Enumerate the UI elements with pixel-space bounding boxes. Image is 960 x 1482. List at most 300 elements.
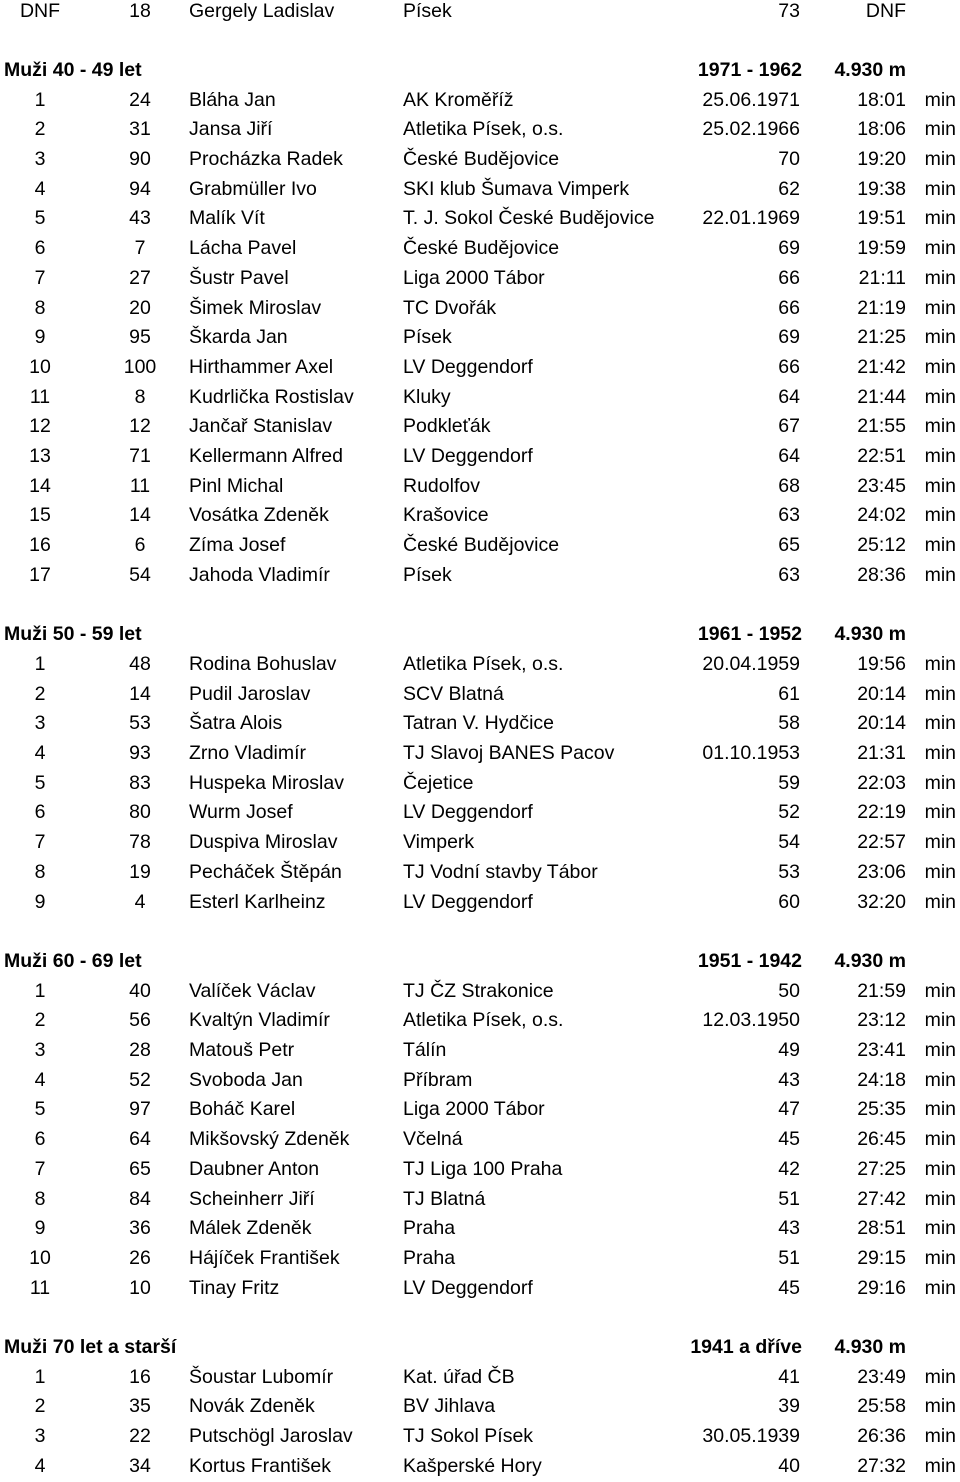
birth-year: 51 bbox=[778, 1246, 800, 1269]
birth-year: 62 bbox=[778, 177, 800, 200]
start-number: 65 bbox=[129, 1157, 151, 1180]
birth-year: 64 bbox=[778, 445, 800, 467]
birth-year: 47 bbox=[778, 1098, 800, 1121]
category-distance: 4.930 m bbox=[834, 1336, 906, 1358]
result-row bbox=[0, 294, 960, 324]
finish-time: 18:01 bbox=[857, 88, 906, 111]
athlete-name: Valíček Václav bbox=[189, 979, 316, 1002]
category-years: 1941 a dříve bbox=[690, 1336, 802, 1358]
club: TJ Vodní stavby Tábor bbox=[403, 860, 598, 883]
result-row bbox=[0, 472, 960, 502]
club: Včelná bbox=[403, 1128, 463, 1151]
club: Čejetice bbox=[403, 771, 474, 794]
result-row bbox=[0, 501, 960, 531]
result-row bbox=[0, 442, 960, 472]
start-number: 90 bbox=[129, 148, 151, 170]
birth-year: 20.04.1959 bbox=[702, 652, 800, 675]
result-row bbox=[0, 115, 960, 145]
category-years: 1951 - 1942 bbox=[697, 949, 802, 972]
position: 8 bbox=[34, 1187, 46, 1210]
athlete-name: Svoboda Jan bbox=[189, 1068, 303, 1091]
result-row bbox=[0, 1006, 960, 1036]
finish-time: 29:15 bbox=[857, 1246, 906, 1269]
start-number: 93 bbox=[129, 742, 151, 764]
result-row bbox=[0, 1452, 960, 1482]
category-header bbox=[0, 620, 960, 650]
position: 6 bbox=[34, 237, 46, 260]
finish-time: 21:11 bbox=[858, 266, 906, 289]
birth-year: 70 bbox=[778, 148, 800, 170]
time-unit: min bbox=[924, 445, 956, 467]
position: 8 bbox=[34, 296, 46, 319]
club: Rudolfov bbox=[403, 474, 480, 497]
position: 12 bbox=[29, 415, 51, 438]
category-distance: 4.930 m bbox=[834, 58, 906, 81]
position: 10 bbox=[29, 1246, 51, 1269]
start-number: 28 bbox=[129, 1039, 151, 1061]
category-header bbox=[0, 1333, 960, 1363]
birth-year: 42 bbox=[778, 1157, 800, 1180]
birth-year: 73 bbox=[778, 0, 800, 22]
athlete-name: Šatra Alois bbox=[189, 712, 283, 735]
time-unit: min bbox=[924, 712, 956, 735]
result-row bbox=[0, 145, 960, 175]
time-unit: min bbox=[924, 860, 956, 883]
time-unit: min bbox=[924, 1395, 956, 1418]
category-title: Muži 60 - 69 let bbox=[4, 949, 142, 972]
time-unit: min bbox=[924, 296, 956, 319]
birth-year: 68 bbox=[778, 474, 800, 497]
athlete-name: Duspiva Miroslav bbox=[189, 831, 338, 854]
position: 1 bbox=[34, 979, 46, 1002]
finish-time: 28:51 bbox=[857, 1217, 906, 1240]
athlete-name: Huspeka Miroslav bbox=[189, 771, 344, 794]
athlete-name: Zíma Josef bbox=[189, 534, 286, 557]
finish-time: 22:57 bbox=[857, 831, 906, 854]
start-number: 40 bbox=[129, 979, 151, 1002]
finish-time: DNF bbox=[865, 0, 906, 22]
position: 6 bbox=[34, 1128, 46, 1151]
athlete-name: Mikšovský Zdeněk bbox=[189, 1128, 350, 1151]
position: 2 bbox=[34, 682, 46, 705]
birth-year: 58 bbox=[778, 712, 800, 735]
time-unit: min bbox=[924, 1157, 956, 1180]
time-unit: min bbox=[924, 326, 956, 349]
finish-time: 19:20 bbox=[857, 148, 906, 170]
time-unit: min bbox=[924, 742, 956, 764]
position: 15 bbox=[29, 504, 51, 527]
finish-time: 21:42 bbox=[857, 355, 906, 378]
position: 11 bbox=[29, 385, 51, 408]
birth-year: 66 bbox=[778, 266, 800, 289]
time-unit: min bbox=[924, 237, 956, 260]
result-row bbox=[0, 1155, 960, 1185]
time-unit: min bbox=[924, 1068, 956, 1091]
position: 4 bbox=[34, 177, 46, 200]
start-number: 71 bbox=[129, 445, 151, 467]
club: LV Deggendorf bbox=[403, 890, 533, 913]
time-unit: min bbox=[924, 652, 956, 675]
time-unit: min bbox=[924, 118, 956, 141]
birth-year: 12.03.1950 bbox=[702, 1009, 800, 1032]
birth-year: 43 bbox=[778, 1217, 800, 1240]
athlete-name: Matouš Petr bbox=[189, 1039, 295, 1061]
position: 7 bbox=[34, 1157, 46, 1180]
start-number: 14 bbox=[129, 504, 151, 527]
birth-year: 67 bbox=[778, 415, 800, 438]
club: BV Jihlava bbox=[403, 1395, 496, 1418]
position: 6 bbox=[34, 801, 46, 824]
result-row bbox=[0, 650, 960, 680]
birth-year: 59 bbox=[778, 771, 800, 794]
result-row bbox=[0, 1066, 960, 1096]
start-number: 22 bbox=[129, 1425, 151, 1448]
result-row bbox=[0, 264, 960, 294]
birth-year: 40 bbox=[778, 1454, 800, 1477]
start-number: 48 bbox=[129, 652, 151, 675]
athlete-name: Kellermann Alfred bbox=[189, 445, 343, 467]
club: Liga 2000 Tábor bbox=[403, 1098, 545, 1121]
time-unit: min bbox=[924, 890, 956, 913]
club: LV Deggendorf bbox=[403, 445, 533, 467]
finish-time: 23:41 bbox=[857, 1039, 906, 1061]
club: České Budějovice bbox=[403, 148, 560, 170]
athlete-name: Kvaltýn Vladimír bbox=[189, 1009, 330, 1032]
time-unit: min bbox=[924, 801, 956, 824]
athlete-name: Bláha Jan bbox=[189, 88, 276, 111]
result-row bbox=[0, 86, 960, 116]
start-number: 83 bbox=[129, 771, 151, 794]
finish-time: 21:55 bbox=[857, 415, 906, 438]
start-number: 20 bbox=[129, 296, 151, 319]
club: České Budějovice bbox=[403, 237, 560, 260]
position: 9 bbox=[34, 890, 46, 913]
birth-year: 43 bbox=[778, 1068, 800, 1091]
finish-time: 21:25 bbox=[857, 326, 906, 349]
club: Kat. úřad ČB bbox=[403, 1365, 515, 1388]
athlete-name: Škarda Jan bbox=[189, 326, 288, 349]
result-row bbox=[0, 1274, 960, 1304]
club: Atletika Písek, o.s. bbox=[403, 118, 564, 141]
finish-time: 24:18 bbox=[857, 1068, 906, 1091]
club: T. J. Sokol České Budějovice bbox=[403, 207, 655, 230]
club: Atletika Písek, o.s. bbox=[403, 652, 564, 675]
club: Praha bbox=[403, 1217, 456, 1240]
athlete-name: Grabmüller Ivo bbox=[189, 177, 317, 200]
start-number: 19 bbox=[129, 860, 151, 883]
start-number: 78 bbox=[129, 831, 151, 854]
position: 4 bbox=[34, 1454, 46, 1477]
athlete-name: Daubner Anton bbox=[189, 1157, 320, 1180]
finish-time: 21:19 bbox=[857, 296, 906, 319]
result-row-top bbox=[0, 0, 960, 26]
start-number: 26 bbox=[129, 1246, 151, 1269]
club: LV Deggendorf bbox=[403, 801, 533, 824]
position: DNF bbox=[19, 0, 61, 22]
category-title: Muži 40 - 49 let bbox=[4, 58, 142, 81]
position: 4 bbox=[34, 742, 46, 764]
club: Písek bbox=[403, 326, 452, 349]
start-number: 43 bbox=[129, 207, 151, 230]
time-unit: min bbox=[924, 1276, 956, 1299]
finish-time: 27:25 bbox=[857, 1157, 906, 1180]
club: Písek bbox=[403, 563, 452, 586]
club: LV Deggendorf bbox=[403, 355, 533, 378]
position: 9 bbox=[34, 326, 46, 349]
position: 14 bbox=[29, 474, 51, 497]
club: Praha bbox=[403, 1246, 456, 1269]
athlete-name: Pinl Michal bbox=[189, 474, 284, 497]
category-title: Muži 70 let a starší bbox=[4, 1336, 177, 1358]
finish-time: 22:19 bbox=[857, 801, 906, 824]
time-unit: min bbox=[924, 771, 956, 794]
birth-year: 25.02.1966 bbox=[702, 118, 800, 141]
finish-time: 20:14 bbox=[857, 712, 906, 735]
birth-year: 64 bbox=[778, 385, 800, 408]
result-row bbox=[0, 412, 960, 442]
birth-year: 61 bbox=[778, 682, 800, 705]
result-row bbox=[0, 680, 960, 710]
time-unit: min bbox=[924, 88, 956, 111]
result-row bbox=[0, 1125, 960, 1155]
birth-year: 49 bbox=[778, 1039, 800, 1061]
start-number: 6 bbox=[134, 534, 146, 557]
result-row bbox=[0, 888, 960, 918]
start-number: 24 bbox=[129, 88, 151, 111]
position: 1 bbox=[34, 88, 46, 111]
birth-year: 65 bbox=[778, 534, 800, 557]
athlete-name: Esterl Karlheinz bbox=[189, 890, 326, 913]
finish-time: 20:14 bbox=[857, 682, 906, 705]
finish-time: 22:03 bbox=[857, 771, 906, 794]
athlete-name: Kortus František bbox=[189, 1454, 331, 1477]
birth-year: 52 bbox=[778, 801, 800, 824]
athlete-name: Gergely Ladislav bbox=[189, 0, 335, 22]
start-number: 53 bbox=[129, 712, 151, 735]
birth-year: 50 bbox=[778, 979, 800, 1002]
result-row bbox=[0, 798, 960, 828]
birth-year: 53 bbox=[778, 860, 800, 883]
result-row bbox=[0, 323, 960, 353]
finish-time: 28:36 bbox=[857, 563, 906, 586]
birth-year: 41 bbox=[778, 1365, 800, 1388]
birth-year: 01.10.1953 bbox=[702, 742, 800, 764]
position: 5 bbox=[34, 207, 46, 230]
result-row bbox=[0, 175, 960, 205]
start-number: 11 bbox=[129, 474, 151, 497]
start-number: 14 bbox=[129, 682, 151, 705]
start-number: 52 bbox=[129, 1068, 151, 1091]
finish-time: 23:06 bbox=[857, 860, 906, 883]
finish-time: 25:35 bbox=[857, 1098, 906, 1121]
result-row bbox=[0, 858, 960, 888]
finish-time: 22:51 bbox=[857, 445, 906, 467]
result-row bbox=[0, 531, 960, 561]
birth-year: 63 bbox=[778, 504, 800, 527]
result-row bbox=[0, 234, 960, 264]
start-number: 16 bbox=[129, 1365, 151, 1388]
club: Tálín bbox=[403, 1039, 447, 1061]
position: 2 bbox=[34, 1009, 46, 1032]
category-distance: 4.930 m bbox=[834, 623, 906, 646]
start-number: 54 bbox=[129, 563, 151, 586]
time-unit: min bbox=[924, 266, 956, 289]
time-unit: min bbox=[924, 563, 956, 586]
time-unit: min bbox=[924, 1217, 956, 1240]
start-number: 12 bbox=[129, 415, 151, 438]
athlete-name: Rodina Bohuslav bbox=[189, 652, 337, 675]
time-unit: min bbox=[924, 1365, 956, 1388]
position: 2 bbox=[34, 118, 46, 141]
position: 3 bbox=[34, 712, 46, 735]
start-number: 100 bbox=[123, 355, 157, 378]
start-number: 7 bbox=[134, 237, 146, 260]
athlete-name: Pecháček Štěpán bbox=[189, 860, 342, 883]
time-unit: min bbox=[924, 831, 956, 854]
time-unit: min bbox=[924, 1246, 956, 1269]
time-unit: min bbox=[924, 1128, 956, 1151]
position: 4 bbox=[34, 1068, 46, 1091]
start-number: 35 bbox=[129, 1395, 151, 1418]
finish-time: 24:02 bbox=[857, 504, 906, 527]
club: TJ ČZ Strakonice bbox=[403, 979, 554, 1002]
result-row bbox=[0, 1095, 960, 1125]
result-row bbox=[0, 1036, 960, 1066]
finish-time: 29:16 bbox=[857, 1276, 906, 1299]
start-number: 8 bbox=[134, 385, 146, 408]
category-header bbox=[0, 947, 960, 977]
result-row bbox=[0, 769, 960, 799]
result-row bbox=[0, 1185, 960, 1215]
finish-time: 25:58 bbox=[857, 1395, 906, 1418]
result-row bbox=[0, 561, 960, 591]
athlete-name: Hájíček František bbox=[189, 1246, 340, 1269]
club: TJ Blatná bbox=[403, 1187, 486, 1210]
club: TJ Liga 100 Praha bbox=[403, 1157, 563, 1180]
finish-time: 23:49 bbox=[857, 1365, 906, 1388]
finish-time: 21:44 bbox=[857, 385, 906, 408]
result-row bbox=[0, 1363, 960, 1393]
athlete-name: Tinay Fritz bbox=[189, 1276, 280, 1299]
athlete-name: Novák Zdeněk bbox=[189, 1395, 315, 1418]
athlete-name: Jansa Jiří bbox=[189, 118, 273, 141]
start-number: 84 bbox=[129, 1187, 151, 1210]
club: Příbram bbox=[403, 1068, 473, 1091]
time-unit: min bbox=[924, 1098, 956, 1121]
athlete-name: Zrno Vladimír bbox=[189, 742, 307, 764]
result-row bbox=[0, 353, 960, 383]
time-unit: min bbox=[924, 415, 956, 438]
result-row bbox=[0, 828, 960, 858]
time-unit: min bbox=[924, 355, 956, 378]
position: 11 bbox=[29, 1276, 51, 1299]
position: 3 bbox=[34, 1039, 46, 1061]
category-years: 1961 - 1952 bbox=[697, 623, 802, 646]
result-row bbox=[0, 1244, 960, 1274]
finish-time: 21:59 bbox=[857, 979, 906, 1002]
athlete-name: Málek Zdeněk bbox=[189, 1217, 312, 1240]
athlete-name: Vosátka Zdeněk bbox=[189, 504, 329, 527]
finish-time: 23:45 bbox=[857, 474, 906, 497]
club: TJ Slavoj BANES Pacov bbox=[403, 742, 615, 764]
athlete-name: Šoustar Lubomír bbox=[189, 1365, 334, 1388]
time-unit: min bbox=[924, 1454, 956, 1477]
time-unit: min bbox=[924, 979, 956, 1002]
start-number: 95 bbox=[129, 326, 151, 349]
position: 1 bbox=[34, 1365, 46, 1388]
club: Atletika Písek, o.s. bbox=[403, 1009, 564, 1032]
position: 3 bbox=[34, 1425, 46, 1448]
start-number: 4 bbox=[134, 890, 146, 913]
club: AK Kroměříž bbox=[403, 88, 514, 111]
finish-time: 25:12 bbox=[857, 534, 906, 557]
result-row bbox=[0, 1392, 960, 1422]
birth-year: 25.06.1971 bbox=[702, 88, 800, 111]
finish-time: 19:59 bbox=[857, 237, 906, 260]
finish-time: 19:56 bbox=[857, 652, 906, 675]
time-unit: min bbox=[924, 474, 956, 497]
start-number: 94 bbox=[129, 177, 151, 200]
finish-time: 26:36 bbox=[857, 1425, 906, 1448]
time-unit: min bbox=[924, 207, 956, 230]
position: 2 bbox=[34, 1395, 46, 1418]
athlete-name: Jahoda Vladimír bbox=[189, 563, 330, 586]
birth-year: 45 bbox=[778, 1128, 800, 1151]
birth-year: 63 bbox=[778, 563, 800, 586]
start-number: 27 bbox=[129, 266, 151, 289]
position: 7 bbox=[34, 831, 46, 854]
start-number: 18 bbox=[129, 0, 151, 22]
athlete-name: Putschögl Jaroslav bbox=[189, 1425, 353, 1448]
time-unit: min bbox=[924, 385, 956, 408]
club: Písek bbox=[403, 0, 452, 22]
time-unit: min bbox=[924, 1039, 956, 1061]
time-unit: min bbox=[924, 148, 956, 170]
position: 9 bbox=[34, 1217, 46, 1240]
club: Krašovice bbox=[403, 504, 489, 527]
start-number: 56 bbox=[129, 1009, 151, 1032]
club: Tatran V. Hydčice bbox=[403, 712, 555, 735]
club: Kluky bbox=[403, 385, 451, 408]
position: 1 bbox=[34, 652, 46, 675]
club: SCV Blatná bbox=[403, 682, 504, 705]
athlete-name: Boháč Karel bbox=[189, 1098, 296, 1121]
position: 13 bbox=[29, 445, 51, 467]
result-row bbox=[0, 977, 960, 1007]
category-distance: 4.930 m bbox=[834, 949, 906, 972]
athlete-name: Hirthammer Axel bbox=[189, 355, 334, 378]
position: 10 bbox=[29, 355, 51, 378]
start-number: 31 bbox=[129, 118, 151, 141]
birth-year: 66 bbox=[778, 296, 800, 319]
club: SKI klub Šumava Vimperk bbox=[403, 177, 630, 200]
finish-time: 27:32 bbox=[857, 1454, 906, 1477]
position: 3 bbox=[34, 148, 46, 170]
finish-time: 21:31 bbox=[857, 742, 906, 764]
club: LV Deggendorf bbox=[403, 1276, 533, 1299]
birth-year: 69 bbox=[778, 237, 800, 260]
time-unit: min bbox=[924, 177, 956, 200]
position: 7 bbox=[34, 266, 46, 289]
birth-year: 45 bbox=[778, 1276, 800, 1299]
result-row bbox=[0, 1422, 960, 1452]
start-number: 10 bbox=[129, 1276, 151, 1299]
time-unit: min bbox=[924, 1187, 956, 1210]
position: 16 bbox=[29, 534, 51, 557]
result-row bbox=[0, 383, 960, 413]
club: TC Dvořák bbox=[403, 296, 497, 319]
time-unit: min bbox=[924, 1009, 956, 1032]
